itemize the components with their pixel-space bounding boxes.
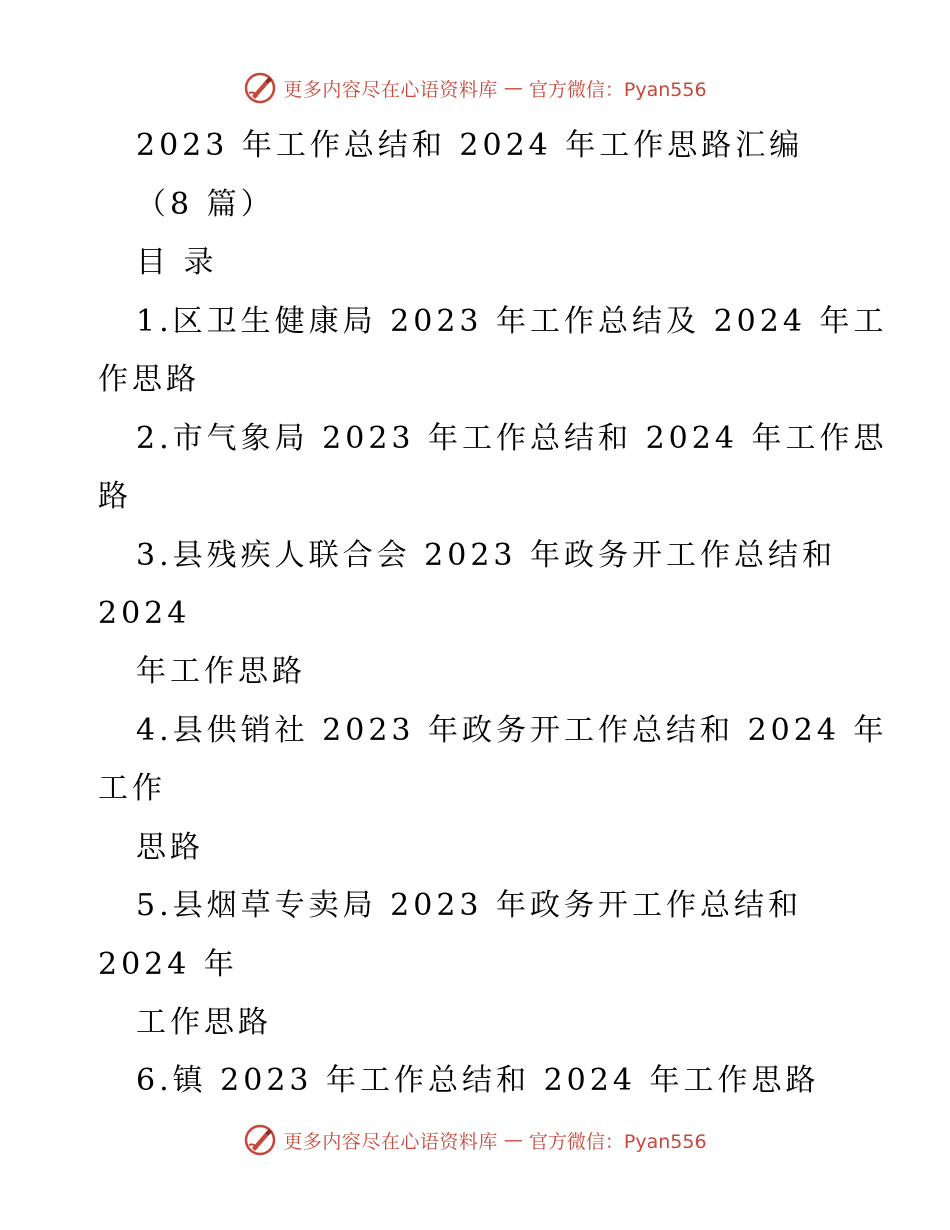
toc-entry-4-line-2: 工作 xyxy=(98,771,166,806)
toc-entry-5-line-1: 5.县烟草专卖局 2023 年政务开工作总结和 xyxy=(136,888,803,923)
toc-entry-6-line-1: 6.镇 2023 年工作总结和 2024 年工作思路 xyxy=(136,1063,820,1098)
toc-entry-1-line-1: 1.区卫生健康局 2023 年工作总结及 2024 年工 xyxy=(136,304,888,339)
toc-entry-2-line-2: 路 xyxy=(98,479,132,514)
watermark-contact: 官方微信：Pyan556 xyxy=(528,1130,707,1153)
watermark-separator: — xyxy=(503,77,523,99)
watermark-text: 更多内容尽在心语资料库 xyxy=(283,1130,498,1153)
toc-entry-4-line-1: 4.县供销社 2023 年政务开工作总结和 2024 年 xyxy=(136,713,888,748)
toc-heading: 目 录 xyxy=(136,245,218,280)
footer-watermark xyxy=(0,1120,950,1160)
toc-entry-1-line-2: 作思路 xyxy=(98,362,200,397)
pen-logo-icon xyxy=(243,1123,277,1157)
toc-entry-5-line-3: 工作思路 xyxy=(136,1005,272,1040)
document-title-line-1: 2023 年工作总结和 2024 年工作思路汇编 xyxy=(136,128,804,163)
document-title-line-2: （8 篇） xyxy=(136,187,275,222)
toc-entry-2-line-1: 2.市气象局 2023 年工作总结和 2024 年工作思 xyxy=(136,421,888,456)
toc-entry-3-line-2: 2024 xyxy=(98,596,191,631)
watermark-text: 更多内容尽在心语资料库 xyxy=(283,78,498,101)
toc-entry-3-line-3: 年工作思路 xyxy=(136,654,306,689)
toc-entry-3-line-1: 3.县残疾人联合会 2023 年政务开工作总结和 xyxy=(136,538,837,573)
toc-entry-4-line-3: 思路 xyxy=(136,830,204,865)
toc-entry-5-line-2: 2024 年 xyxy=(98,947,238,982)
watermark-separator: — xyxy=(503,1129,523,1151)
watermark-contact: 官方微信：Pyan556 xyxy=(528,78,707,101)
